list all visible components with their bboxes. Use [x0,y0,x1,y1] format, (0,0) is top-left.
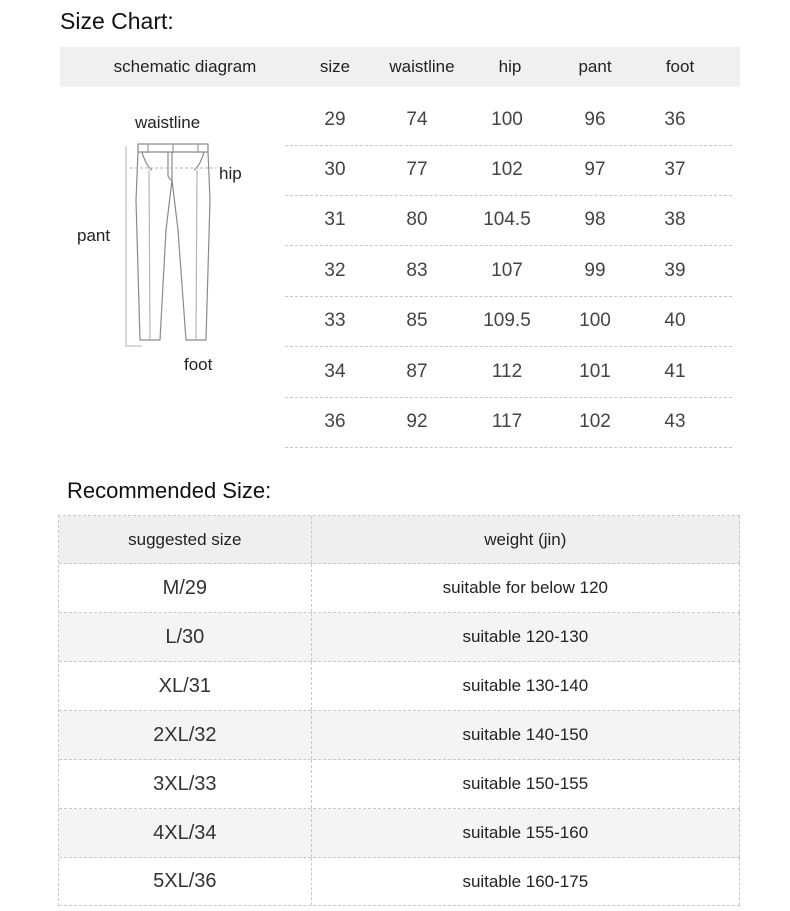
cell-foot: 41 [664,361,686,382]
cell-size: 32 [324,260,346,281]
cell-size: 30 [324,159,346,180]
cell-pant: 98 [584,209,606,230]
header-foot: foot [665,57,695,76]
cell-waistline: 74 [406,109,428,130]
header-pant: pant [578,57,612,76]
cell-hip: 117 [491,411,523,432]
cell-pant: 97 [584,159,606,180]
recommended-size-table [58,515,740,906]
rec-weight: suitable 150-155 [462,774,589,793]
table-row [285,296,732,347]
rec-size: L/30 [165,625,205,648]
rec-weight: suitable 120-130 [462,627,589,646]
size-chart-title: Size Chart: [60,8,174,34]
table-row [285,95,732,146]
header-suggested-size: suggested size [128,529,242,549]
cell-waistline: 83 [406,260,428,281]
cell-hip: 104.5 [483,209,531,230]
table-row [285,145,732,196]
diagram-label-pant: pant [77,226,111,245]
rec-weight: suitable 140-150 [462,725,589,744]
cell-foot: 38 [664,209,686,230]
rec-size: M/29 [162,576,208,599]
rec-weight: suitable 155-160 [462,823,589,842]
cell-foot: 43 [664,411,686,432]
rec-size: 3XL/33 [153,772,217,795]
header-schematic-diagram: schematic diagram [113,57,257,76]
cell-size: 29 [324,109,346,130]
cell-pant: 100 [579,310,611,331]
header-size: size [319,57,351,76]
rec-size: 4XL/34 [153,821,217,844]
rec-size: 2XL/32 [153,723,217,746]
rec-weight: suitable 130-140 [462,676,589,695]
rec-size: 5XL/36 [153,870,217,892]
cell-pant: 102 [579,411,611,432]
cell-waistline: 92 [406,411,428,432]
size-chart-header [60,47,740,87]
rec-weight: suitable 160-175 [462,871,589,891]
table-row [285,246,732,297]
table-row [59,711,740,760]
rec-size: XL/31 [158,674,211,697]
cell-foot: 36 [664,109,686,130]
cell-foot: 39 [664,260,686,281]
pants-diagram-icon [122,140,222,350]
table-row [285,397,732,448]
table-row [285,347,732,398]
diagram-label-foot: foot [184,355,213,374]
cell-hip: 109.5 [483,310,531,331]
cell-size: 33 [324,310,346,331]
cell-pant: 96 [584,109,606,130]
table-row [59,760,740,809]
cell-size: 34 [324,361,346,382]
recommended-size-title: Recommended Size: [67,478,272,503]
diagram-label-hip: hip [219,164,242,183]
rec-weight: suitable for below 120 [442,578,608,597]
cell-waistline: 85 [406,310,428,331]
cell-foot: 37 [664,159,686,180]
cell-waistline: 80 [406,209,428,230]
table-row [59,613,740,662]
table-row [59,564,740,613]
cell-hip: 107 [491,260,523,281]
cell-hip: 112 [491,361,523,382]
cell-pant: 101 [579,361,611,382]
table-row [59,809,740,858]
diagram-label-waistline: waistline [135,113,201,132]
cell-waistline: 87 [406,361,428,382]
header-hip: hip [498,57,522,76]
cell-size: 31 [324,209,346,230]
cell-size: 36 [324,411,346,432]
recommended-header-row [59,516,740,564]
cell-pant: 99 [584,260,606,281]
cell-waistline: 77 [406,159,428,180]
cell-hip: 100 [491,109,523,130]
cell-hip: 102 [491,159,523,180]
table-row [59,858,740,906]
header-waistline: waistline [389,57,455,76]
header-weight: weight (jin) [484,529,567,549]
table-row [59,662,740,711]
table-row [285,195,732,246]
cell-foot: 40 [664,310,686,331]
